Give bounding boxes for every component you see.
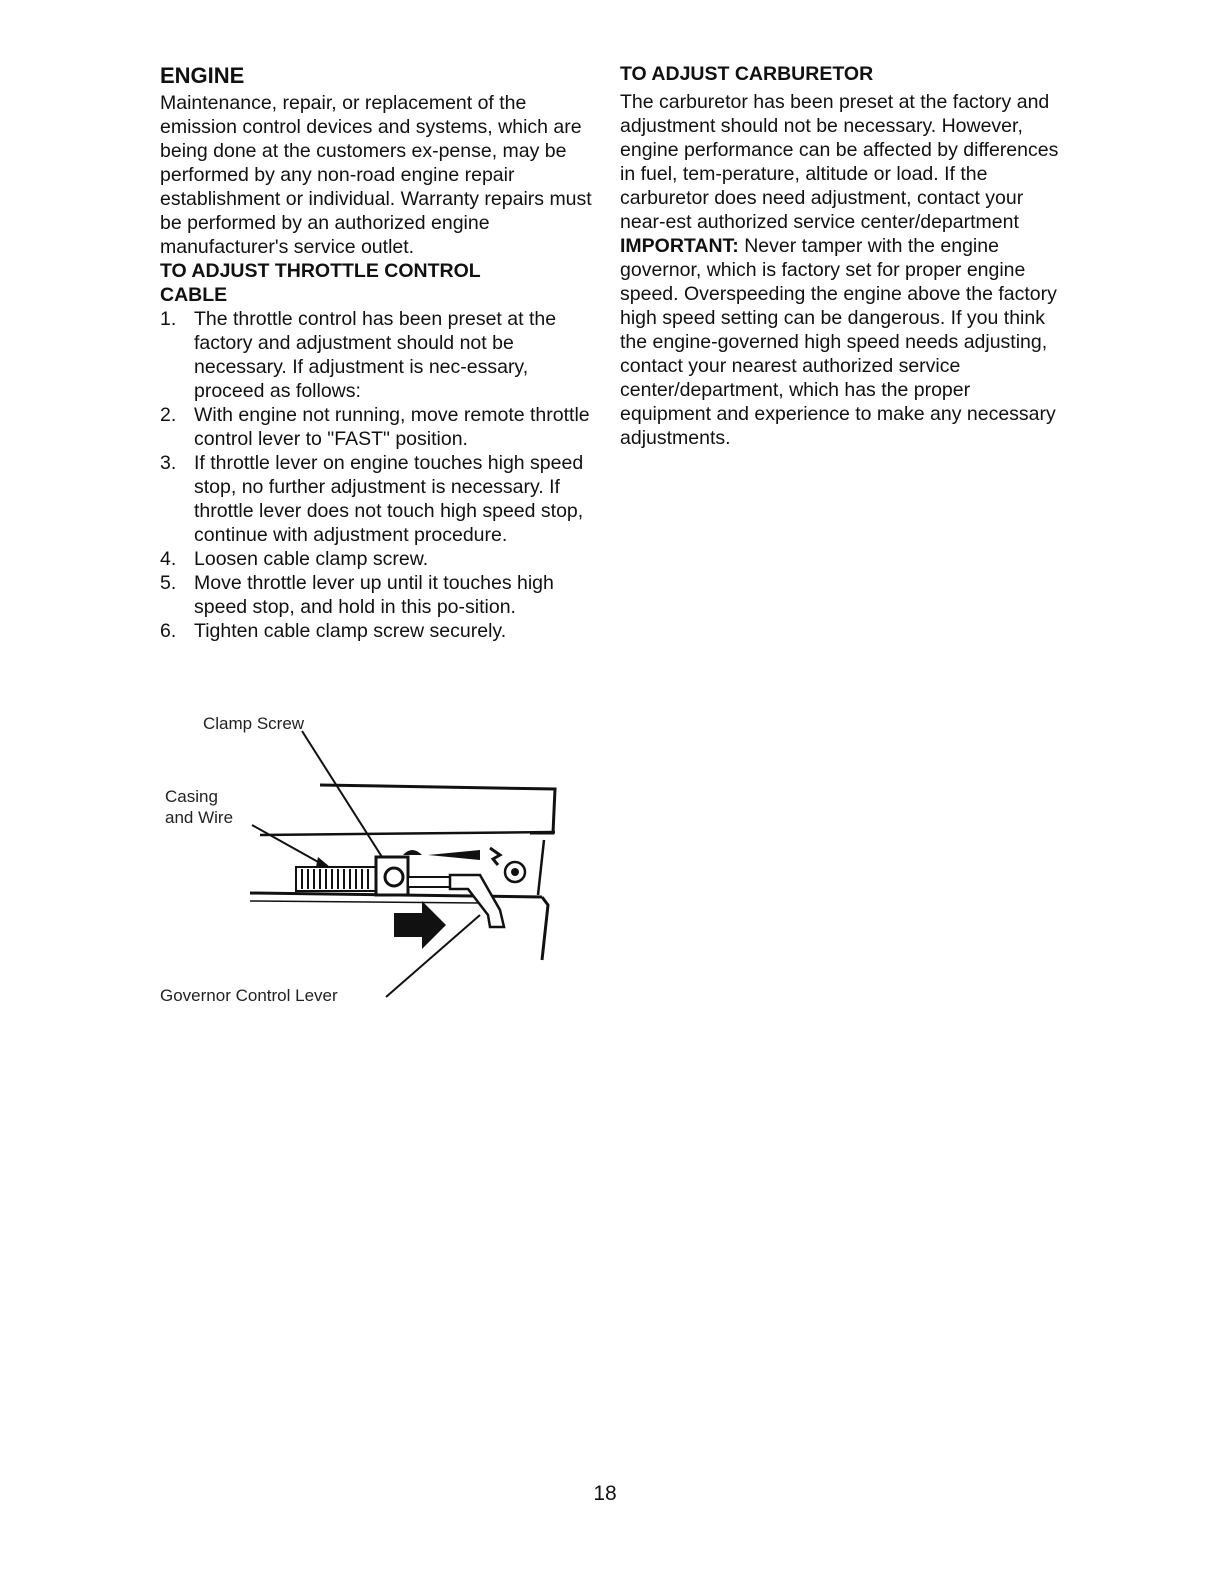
- casing-label-line1: Casing: [165, 787, 218, 806]
- governor-lever-label: Governor Control Lever: [160, 986, 338, 1005]
- clamp-screw-head: [385, 868, 403, 886]
- throttle-steps-list: [160, 307, 592, 643]
- important-label: IMPORTANT:: [620, 235, 739, 257]
- left-column: [160, 62, 592, 643]
- step-text: If throttle lever on engine touches high speed stop, no further adjustment is necessary. If throttle lever does not touch high speed stop, continue with adjustment procedure.: [194, 452, 584, 546]
- throttle-heading-line2: CABLE: [160, 284, 228, 306]
- rabbit-icon: [490, 848, 500, 865]
- throttle-heading: [160, 259, 592, 307]
- step-text: Tighten cable clamp screw securely.: [194, 620, 507, 642]
- leader-clamp-screw: [302, 731, 382, 857]
- carburetor-heading: TO ADJUST CARBURETOR: [620, 63, 874, 85]
- casing-label-line2: and Wire: [165, 808, 234, 827]
- step-number: 5.: [160, 572, 177, 594]
- throttle-diagram-drawing: [150, 705, 570, 1020]
- step-text: With engine not running, move remote throttle control lever to "FAST" position.: [194, 404, 590, 450]
- throttle-step: [160, 307, 592, 403]
- clamp-screw-label: Clamp Screw: [203, 714, 305, 733]
- base-plate-corner: [542, 897, 548, 960]
- important-text: Never tamper with the engine governor, which is factory set for proper engine speed. Overspeeding the engine above the factory high speed setting can be dangerous. If you think the engine-governed high speed needs adjusting, contact your nearest authorized service center/department, which has the proper equipment and experience to make any necessary adjustments.: [620, 235, 1057, 449]
- step-number: 3.: [160, 452, 177, 474]
- throttle-step: [160, 571, 592, 619]
- engine-heading: ENGINE: [160, 63, 245, 88]
- page-number: 18: [593, 1482, 617, 1505]
- carburetor-text: The carburetor has been preset at the factory and adjustment should not be necessary. However, engine performance can be affected by differences in fuel, tem-perature, altitude or load. If the carburetor does need adjustment, contact your near-est authorized service center/department: [620, 91, 1059, 233]
- throttle-heading-line1: TO ADJUST THROTTLE CONTROL: [160, 260, 481, 282]
- panel-side-wall: [538, 840, 544, 895]
- throttle-step: [160, 547, 592, 571]
- step-number: 1.: [160, 308, 177, 330]
- panel-upper-outline: [320, 785, 555, 833]
- leader-casing: [252, 825, 320, 863]
- throttle-step: [160, 451, 592, 547]
- step-text: Loosen cable clamp screw.: [194, 548, 429, 570]
- throttle-step: [160, 619, 592, 643]
- base-plate-line-bottom: [250, 901, 480, 903]
- speed-wedge-icon: [428, 850, 480, 860]
- step-number: 6.: [160, 620, 177, 642]
- throttle-diagram: [150, 705, 570, 1020]
- governor-lever: [450, 875, 504, 927]
- panel-upper-edge: [260, 832, 555, 835]
- step-number: 2.: [160, 404, 177, 426]
- throttle-step: [160, 403, 592, 451]
- step-number: 4.: [160, 548, 177, 570]
- turtle-icon: [403, 850, 422, 855]
- right-column: [620, 62, 1060, 450]
- engine-paragraph: Maintenance, repair, or replacement of the emission control devices and systems, which are being done at the customers ex-pense, may be performed by any non-road engine repair establishment or individual. Warranty repairs must be performed by an authorized engine manufacturer's service outlet.: [160, 92, 592, 258]
- step-text: Move throttle lever up until it touches high speed stop, and hold in this po-sition.: [194, 572, 554, 618]
- carburetor-paragraph: [620, 90, 1060, 450]
- step-text: The throttle control has been preset at the factory and adjustment should not be necessary. If adjustment is nec-essary, proceed as follows:: [194, 308, 557, 402]
- direction-arrow-icon: [394, 901, 446, 949]
